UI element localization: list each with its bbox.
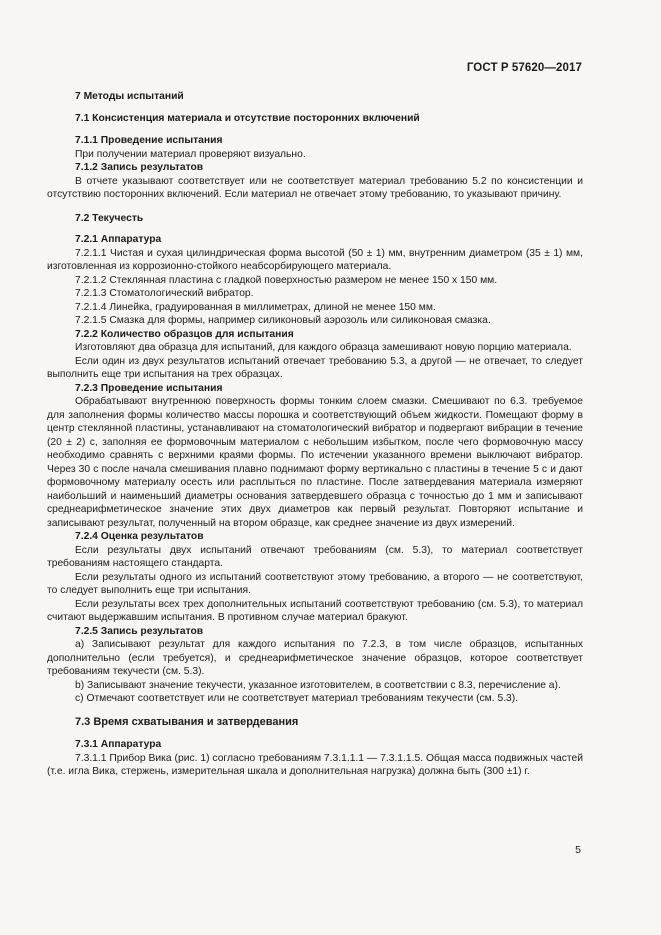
clause-heading-7-1-2: 7.1.2 Запись результатов: [75, 162, 204, 173]
list-item: а) Записывают результат для каждого испытания по 7.2.3, в том числе образцов, испытанных дополнительно (если требуется), и среднеарифметическое значение образцов, которое соответствует требованиям текучести (см. 5.3).: [47, 639, 583, 677]
paragraph: 7.2.1.5 Смазка для формы, например силиконовый аэрозоль или силиконовая смазка.: [75, 315, 491, 326]
document-code-header: ГОСТ Р 57620—2017: [466, 62, 582, 74]
paragraph: 7.2.1.3 Стоматологический вибратор.: [75, 288, 254, 299]
list-item: b) Записывают значение текучести, указанное изготовителем, в соответствии с 8.3, перечисление а).: [75, 679, 561, 691]
paragraph: 7.2.1.1 Чистая и сухая цилиндрическая форма высотой (50 ± 1) мм, внутренним диаметром (35 ± 1) мм, изготовленная из коррозионно-стойкого неабсорбирующего материала.: [47, 247, 583, 272]
paragraph: Изготовляют два образца для испытаний, для каждого образца замешивают новую порцию материала.: [75, 342, 572, 353]
clause-heading-7-1-1: 7.1.1 Проведение испытания: [75, 135, 223, 146]
paragraph: 7.3.1.1 Прибор Вика (рис. 1) согласно требованиям 7.3.1.1.1 — 7.3.1.1.5. Общая масса подвижных частей (т.е. игла Вика, стержень, измерительная шкала и дополнительная нагрузка) должна быть (300 ±1) г.: [47, 752, 583, 777]
page-content: [47, 90, 583, 779]
paragraph: 7.2.1.2 Стеклянная пластина с гладкой поверхностью размером не менее 150 х 150 мм.: [75, 274, 498, 286]
paragraph: 7.2.1.4 Линейка, градуированная в миллиметрах, длиной не менее 150 мм.: [75, 301, 436, 313]
clause-heading-7-2-3: 7.2.3 Проведение испытания: [75, 382, 223, 394]
paragraph: При получении материал проверяют визуально.: [75, 148, 306, 160]
paragraph: Обрабатывают внутреннюю поверхность формы тонким слоем смазки. Смешивают по 6.3. требуемое для заполнения формы количество массы порошка и соответствующий объем жидкости. Помещают форму в центр стеклянной пластины, устанавливают на стоматологический вибратор и подвергают вибрации в течение (20 ± 2) с, заполняя ее формовочным материалом с небольшим избытком, после чего формовочную массу необходимо сравнять с верхними краями формы. По истечении указанного времени выключают вибратор. Через 30 с после начала смешивания плавно поднимают форму вертикально с пластины в течение 5 с и дают формовочному материалу осесть или расплыться по пластине. После затвердевания материала измеряют наибольший и наименьший диаметры основания затвердевшего образца с точностью до 1 мм и записывают среднеарифметическое значение этих двух диаметров как первый результат. Повторяют испытание и записывают результат, полученный на втором образце, как среднее значение из двух измерений.: [47, 396, 583, 529]
section-heading-7: 7 Методы испытаний: [75, 91, 184, 102]
clause-heading-7-2-1: 7.2.1 Аппаратура: [75, 234, 162, 245]
paragraph: Если один из двух результатов испытаний отвечает требованию 5.3, а другой — не отвечает, то следует выполнить еще три испытания на трех образцах.: [47, 355, 583, 380]
subsection-heading-7-2: 7.2 Текучесть: [75, 212, 144, 224]
paragraph: Если результаты одного из испытаний соответствуют этому требованию, а второго — не соответствуют, то следует выполнить еще три испытания.: [47, 571, 583, 596]
paragraph: Если результаты двух испытаний отвечают требованиям (см. 5.3), то материал соответствует требованиям настоящего стандарта.: [47, 544, 583, 569]
page-number: 5: [575, 844, 581, 856]
subsection-heading-7-3: 7.3 Время схватывания и затвердевания: [75, 715, 299, 728]
clause-heading-7-2-2: 7.2.2 Количество образцов для испытания: [75, 328, 294, 340]
clause-heading-7-2-4: 7.2.4 Оценка результатов: [75, 531, 204, 542]
clause-heading-7-3-1: 7.3.1 Аппаратура: [75, 739, 162, 750]
subsection-heading-7-1: 7.1 Консистенция материала и отсутствие посторонних включений: [75, 112, 420, 124]
clause-heading-7-2-5: 7.2.5 Запись результатов: [75, 625, 204, 637]
paragraph: Если результаты всех трех дополнительных испытаний соответствуют требованию (см. 5.3), то материал считают выдержавшим испытания. В противном случае материал бракуют.: [47, 598, 583, 623]
paragraph: В отчете указывают соответствует или не соответствует материал требованию 5.2 по консистенции и отсутствию посторонних включений. Если материал не отвечает этому требованию, то указывают причину.: [47, 175, 583, 200]
list-item: с) Отмечают соответствует или не соответствует материал требованиям текучести (см. 5.3).: [75, 693, 519, 704]
